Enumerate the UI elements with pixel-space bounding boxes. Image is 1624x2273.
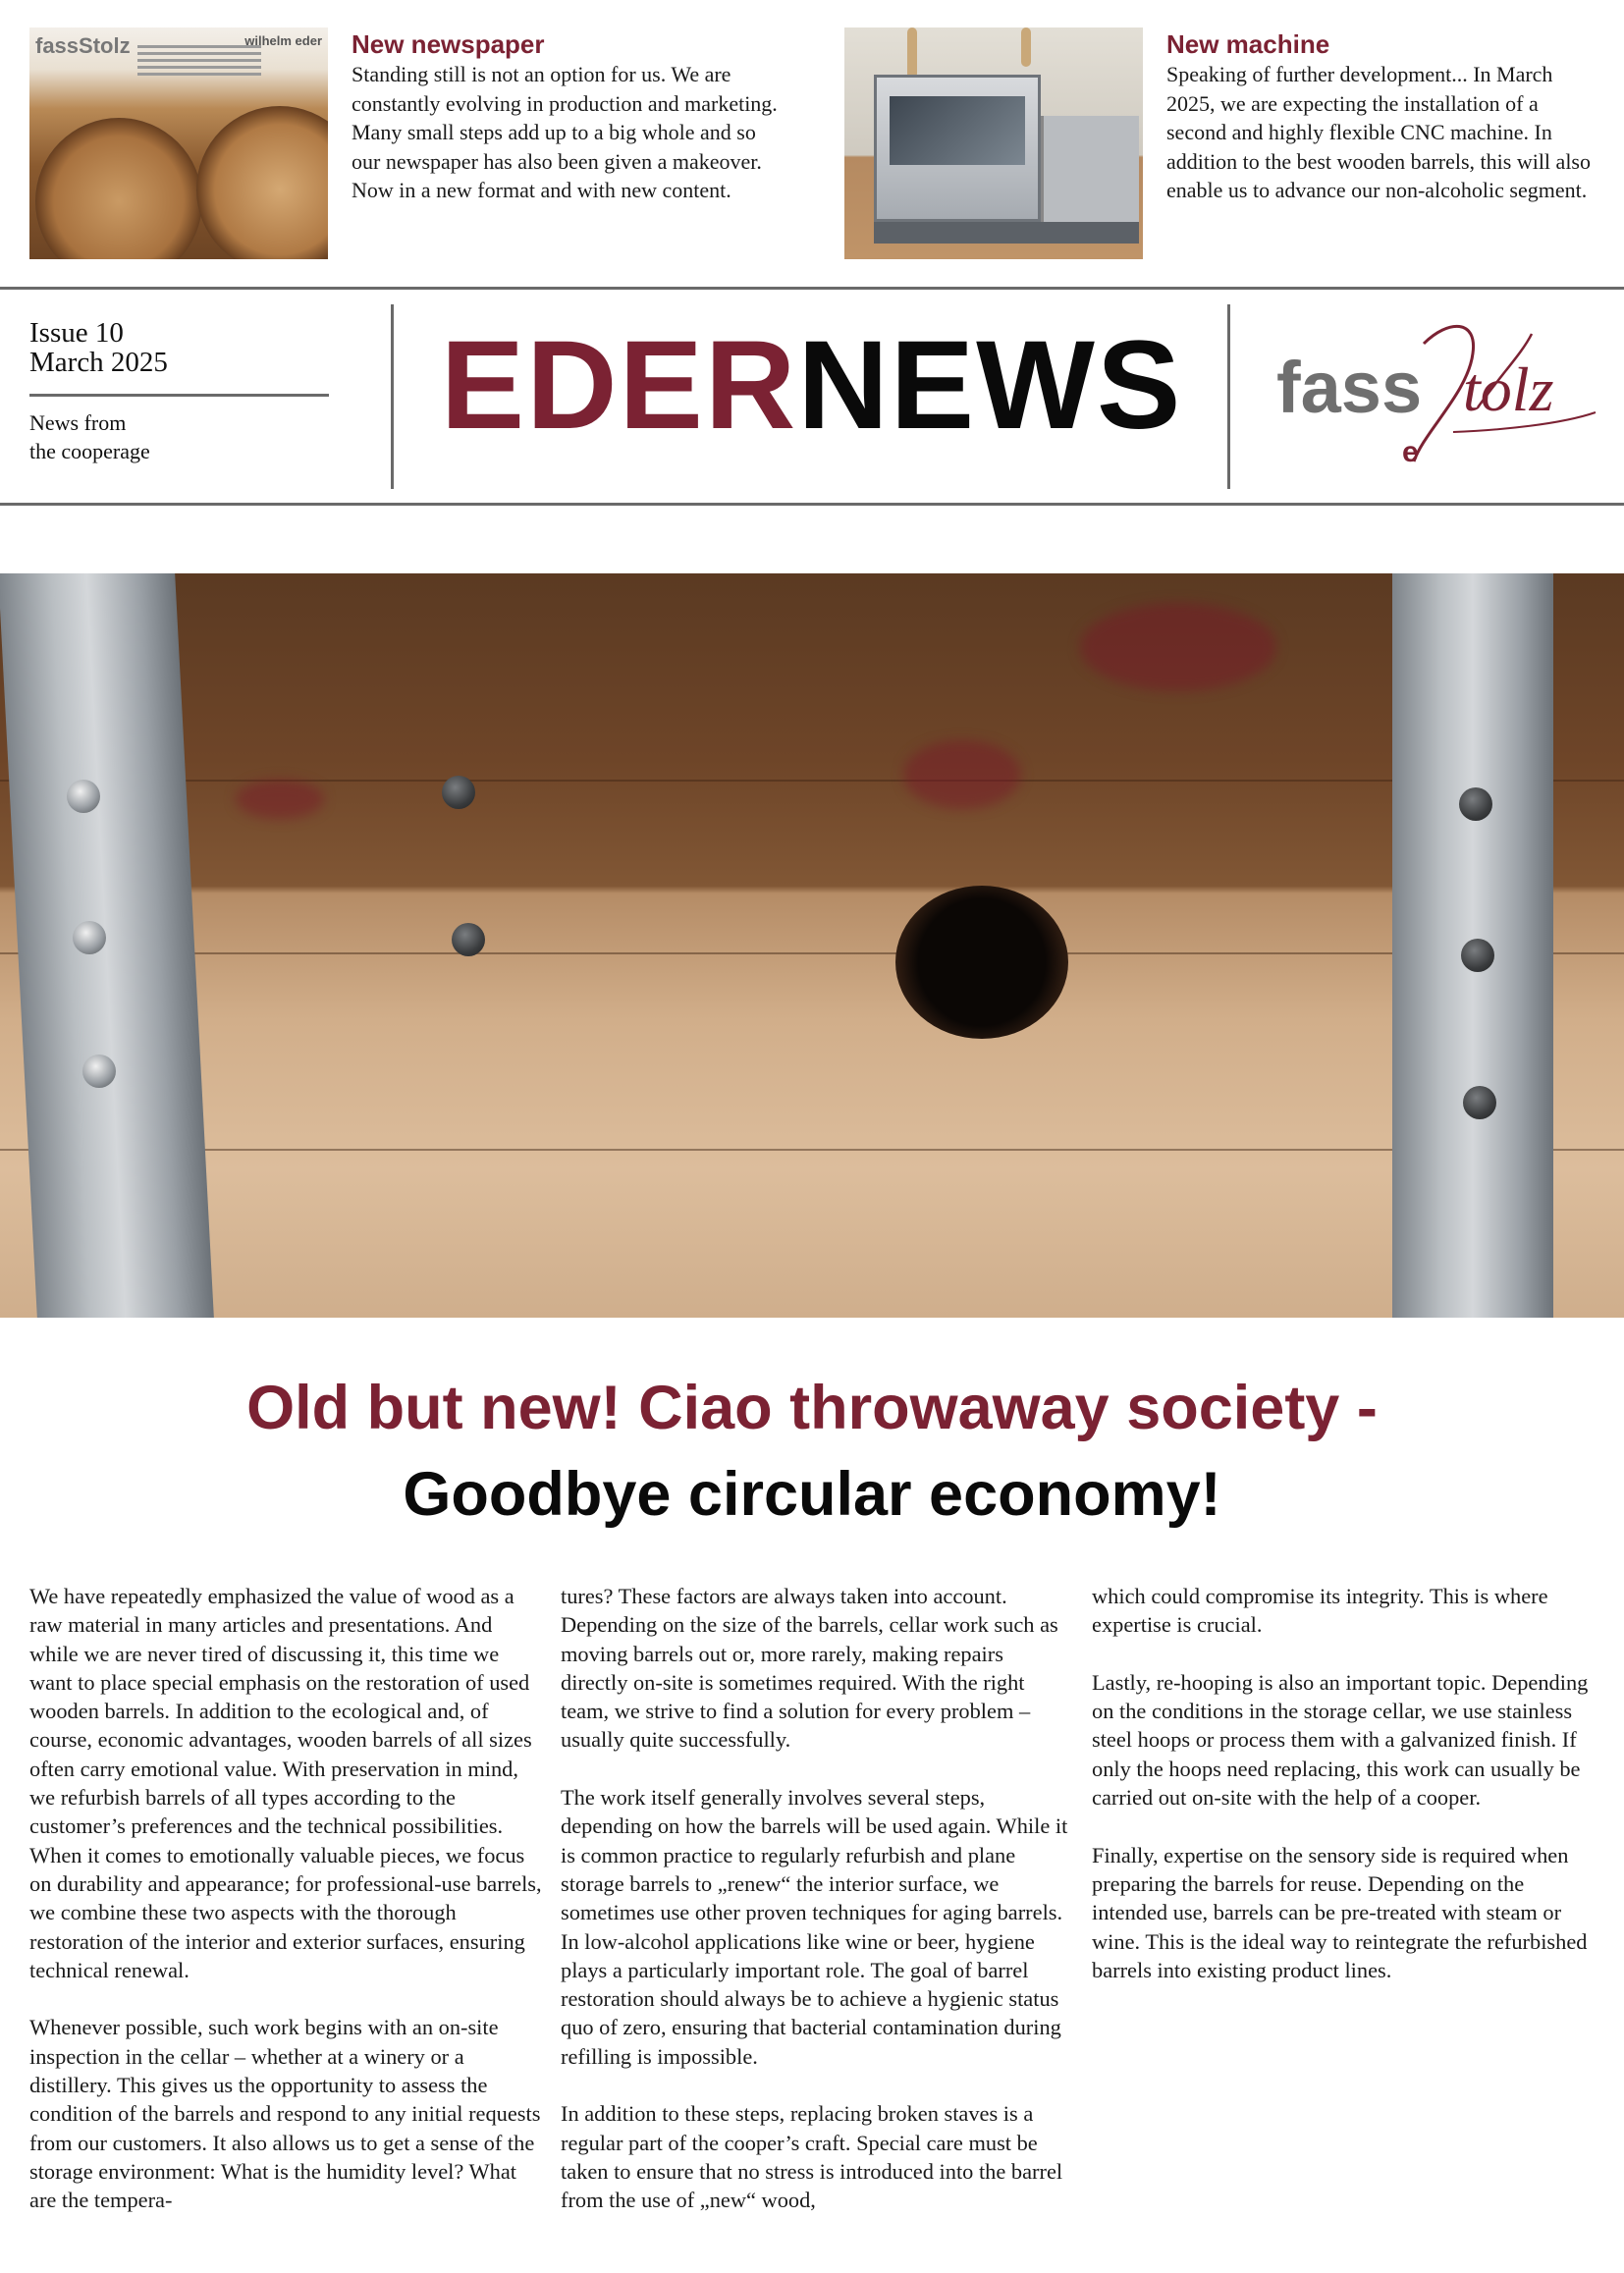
article-paragraph: Whenever possible, such work begins with an on-site inspection in the cellar – whether at a winery or a distillery. This gives us the opportunity to assess the condition of the barrels and respond to any initial requests from our customers. It also allows us to get a sense of the storage environment: What is the humidity level? What are the tempera- — [29, 2015, 541, 2213]
teaser-title: New newspaper — [352, 29, 545, 59]
barrel-end-image — [35, 118, 202, 259]
headline-line-2: Goodbye circular economy! — [403, 1460, 1221, 1529]
left-barrel-hoop — [0, 573, 214, 1318]
hoop-rivet — [67, 780, 100, 813]
article-column-3 — [1092, 1582, 1604, 2013]
nail-head — [452, 923, 485, 956]
tagline-line: News from — [29, 410, 127, 435]
tagline-line: the cooperage — [29, 439, 150, 463]
wine-stain — [236, 780, 324, 819]
masthead-bottom-rule — [0, 503, 1624, 506]
article-paragraph: We have repeatedly emphasized the value of wood as a raw material in many articles and presentations. And while we are never tired of discussing it, this time we want to place special emphasis on the restoration of used wooden barrels. In addition to the ecological and, of course, economic advantages, wooden barrels of all sizes often carry emotional value. With preservation in mind, we refurbish barrels of all types according to the customer’s preferences and the technical possibilities. When it comes to emotionally valuable pieces, we focus on durability and appearance; for professional-use barrels, we combine these two aspects with the thorough restoration of the interior and exterior surfaces, ensuring technical renewal. — [29, 1584, 542, 1982]
machine-hose — [907, 27, 917, 79]
logo-fass-text: fass — [1276, 347, 1423, 428]
issue-number: Issue 10 — [29, 317, 124, 349]
hoop-rivet — [82, 1055, 116, 1088]
article-headline — [0, 1365, 1624, 1538]
title-news: NEWS — [797, 315, 1183, 456]
newspaper-cover-thumbnail — [29, 27, 328, 259]
teaser-body: Standing still is not an option for us. We are constantly evolving in production and marketing. Many small steps add up to a big whole and so our newspaper has also been given a makeover. Now in a new format and with new content. — [352, 62, 778, 202]
machine-background — [1041, 116, 1139, 222]
headline-line-1: Old but new! Ciao throwaway society - — [246, 1374, 1378, 1442]
hoop-rivet — [1459, 787, 1492, 821]
article-paragraph: which could compromise its integrity. This is where expertise is crucial. — [1092, 1584, 1548, 1638]
article-paragraph: Finally, expertise on the sensory side is required when preparing the barrels for reuse. Depending on the intended use, barrels can be pre-treated with steam or wine. This is the ideal way to reintegrate the refurbished barrels into existing product lines. — [1092, 1842, 1588, 1982]
teaser-title: New machine — [1166, 29, 1330, 59]
teaser-new-machine — [1166, 29, 1598, 205]
article-paragraph: Lastly, re-hooping is also an important topic. Depending on the conditions in the storage cellar, we use stainless steel hoops or process them with a galvanized finish. If only the hoops need replacing, this work can usually be carried out on-site with the help of a cooper. — [1092, 1669, 1589, 1811]
barrel-end-image — [196, 106, 328, 259]
thumbnail-logo: fassStolz — [35, 33, 131, 58]
cnc-machine-photo — [844, 27, 1143, 259]
teaser-body: Speaking of further development... In March 2025, we are expecting the installation of a second and highly flexible CNC machine. In addition to the best wooden barrels, this will also enable us to advance our non-alcoholic segment. — [1166, 62, 1591, 202]
teaser-new-newspaper — [352, 29, 784, 205]
hoop-rivet — [73, 921, 106, 954]
article-column-2 — [561, 1582, 1073, 2244]
machine-window — [890, 96, 1025, 165]
title-eder: EDER — [440, 315, 798, 456]
thumbnail-brand: wilhelm eder — [244, 33, 322, 48]
hoop-rivet — [1463, 1086, 1496, 1119]
nail-head — [442, 776, 475, 809]
newspaper-title — [396, 312, 1227, 460]
issue-date: March 2025 — [29, 347, 168, 378]
stave-seam — [0, 952, 1624, 954]
fassstolz-logo — [1276, 314, 1600, 471]
tagline — [29, 408, 150, 465]
wine-stain — [903, 740, 1021, 809]
masthead-top-rule — [0, 287, 1624, 290]
masthead-divider-left — [391, 304, 394, 489]
wine-stain — [1080, 603, 1276, 691]
issue-info — [29, 318, 168, 377]
masthead-divider-right — [1227, 304, 1230, 489]
article-paragraph: tures? These factors are always taken into account. Depending on the size of the barrels, cellar work such as moving barrels out or, more rarely, making repairs directly on-site is sometimes required. With the right team, we strive to find a solution for every problem – usually quite successfully. — [561, 1584, 1058, 1753]
barrel-photo — [0, 573, 1624, 1318]
machine-base — [874, 222, 1139, 244]
hoop-rivet — [1461, 939, 1494, 972]
machine-hose — [1021, 27, 1031, 67]
article-paragraph: In addition to these steps, replacing broken staves is a regular part of the cooper’s craft. Special care must be taken to ensure that no stress is introduced into the barrel from the use of „new“ wood, — [561, 2101, 1063, 2213]
logo-e-letter: e — [1402, 436, 1419, 468]
logo-stolz-text: tolz — [1463, 354, 1554, 424]
issue-divider — [29, 394, 329, 397]
stave-seam — [0, 780, 1624, 782]
stave-seam — [0, 1149, 1624, 1151]
article-paragraph: The work itself generally involves several steps, depending on how the barrels will be used again. While it is common practice to regularly refurbish and plane storage barrels to „renew“ the interior surface, we sometimes use other proven techniques for aging barrels. In low-alcohol applications like wine or beer, hygiene plays a particularly important role. The goal of barrel restoration should always be to achieve a hygienic status quo of zero, ensuring that bacterial contamination during refilling is impossible. — [561, 1785, 1068, 2069]
bunghole — [895, 886, 1068, 1039]
article-column-1 — [29, 1582, 542, 2244]
